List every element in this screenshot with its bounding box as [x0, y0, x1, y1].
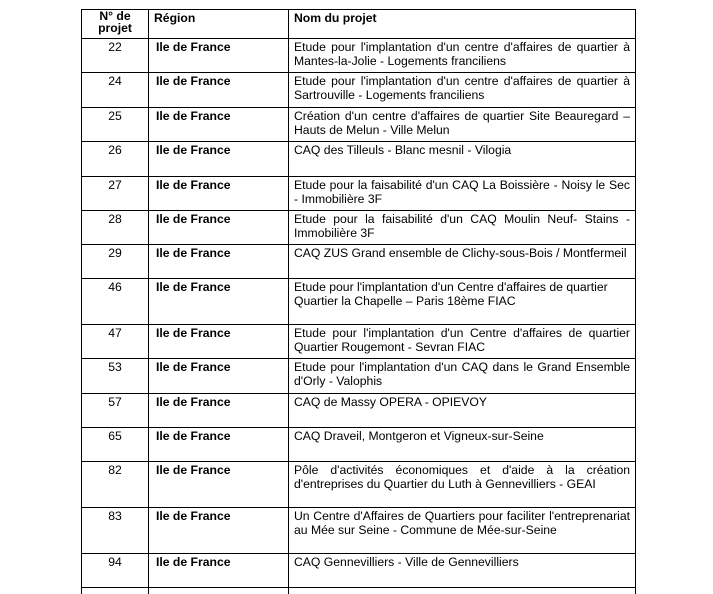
table-row [82, 39, 636, 73]
project-number: 28 [82, 211, 149, 245]
project-name: Etude pour l'implantation d'un CAQ dans le Grand Ensemble d'Orly - Valophis [289, 359, 636, 394]
project-region: Ile de France [149, 73, 289, 108]
project-number: 94 [82, 554, 149, 588]
table-row [82, 394, 636, 428]
project-number: 53 [82, 359, 149, 394]
project-region: Ile de France [149, 39, 289, 73]
table-row [82, 142, 636, 177]
project-number: 26 [82, 142, 149, 177]
project-name: Etude pour l'implantation d'un Centre d'affaires de quartier Quartier Rougemont - Sevran FIAC [289, 325, 636, 359]
table-row [82, 245, 636, 279]
project-name: CAQ Draveil, Montgeron et Vigneux-sur-Seine [289, 428, 636, 462]
project-name: Etude pour la faisabilité d'un CAQ Moulin Neuf- Stains - Immobilière 3F [289, 211, 636, 245]
table-header-row [82, 10, 636, 39]
project-number: 83 [82, 508, 149, 554]
project-number: 25 [82, 108, 149, 142]
project-region: Ile de France [149, 428, 289, 462]
project-name: Etude pour la faisabilité d'un CAQ La Boissière - Noisy le Sec - Immobilière 3F [289, 177, 636, 211]
project-name [289, 279, 636, 325]
empty-cell [82, 588, 149, 594]
project-name: Etude pour l'implantation d'un centre d'affaires de quartier à Sartrouville - Logements franciliens [289, 73, 636, 108]
project-name: Un Centre d'Affaires de Quartiers pour faciliter l'entreprenariat au Mée sur Seine - Commune de Mée-sur-Seine [289, 508, 636, 554]
header-region: Région [149, 10, 289, 39]
table-row [82, 325, 636, 359]
project-region: Ile de France [149, 211, 289, 245]
empty-cell [149, 588, 289, 594]
project-number: 46 [82, 279, 149, 325]
project-region: Ile de France [149, 359, 289, 394]
project-number: 29 [82, 245, 149, 279]
table-row [82, 279, 636, 325]
project-number: 57 [82, 394, 149, 428]
project-region: Ile de France [149, 325, 289, 359]
empty-cell [289, 588, 636, 594]
project-region: Ile de France [149, 394, 289, 428]
project-region: Ile de France [149, 245, 289, 279]
project-number: 47 [82, 325, 149, 359]
project-name-line: Etude pour l'implantation d'un Centre d'affaires de quartier [294, 280, 608, 294]
project-name-line: Quartier la Chapelle – Paris 18ème FIAC [294, 294, 516, 308]
project-name: CAQ de Massy OPERA - OPIEVOY [289, 394, 636, 428]
project-region: Ile de France [149, 508, 289, 554]
table-row [82, 211, 636, 245]
table-row [82, 73, 636, 108]
project-name: Création d'un centre d'affaires de quartier Site Beauregard – Hauts de Melun - Ville Melun [289, 108, 636, 142]
project-region: Ile de France [149, 279, 289, 325]
table-row [82, 428, 636, 462]
header-project-name: Nom du projet [289, 10, 636, 39]
project-region: Ile de France [149, 177, 289, 211]
project-region: Ile de France [149, 142, 289, 177]
project-number: 82 [82, 462, 149, 508]
project-region: Ile de France [149, 462, 289, 508]
project-name: Etude pour l'implantation d'un centre d'affaires de quartier à Mantes-la-Jolie - Logements franciliens [289, 39, 636, 73]
project-name: CAQ Gennevilliers - Ville de Gennevilliers [289, 554, 636, 588]
project-name: Pôle d'activités économiques et d'aide à la création d'entreprises du Quartier du Luth à Gennevilliers - GEAI [289, 462, 636, 508]
header-project-number [82, 10, 149, 39]
project-name: CAQ ZUS Grand ensemble de Clichy-sous-Bois / Montfermeil [289, 245, 636, 279]
project-number: 27 [82, 177, 149, 211]
table-row [82, 462, 636, 508]
table-row-cut-off [82, 588, 636, 594]
project-number: 22 [82, 39, 149, 73]
projects-table [81, 9, 636, 594]
table-row [82, 554, 636, 588]
project-number: 65 [82, 428, 149, 462]
project-region: Ile de France [149, 108, 289, 142]
table-row [82, 177, 636, 211]
project-name: CAQ des Tilleuls - Blanc mesnil - Vilogia [289, 142, 636, 177]
table-row [82, 359, 636, 394]
project-number: 24 [82, 73, 149, 108]
table-row [82, 508, 636, 554]
project-region: Ile de France [149, 554, 289, 588]
header-number-line2: projet [98, 21, 132, 35]
table-row [82, 108, 636, 142]
header-number-line1: N° de [99, 9, 131, 23]
